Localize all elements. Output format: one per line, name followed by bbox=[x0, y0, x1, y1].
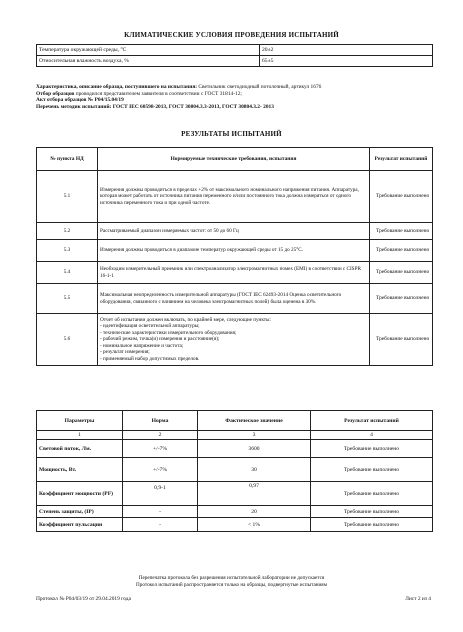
col-header-num: № пункта НД bbox=[37, 148, 98, 171]
footer-note-scope: Протокол испытаний распространяется только на образцы, подвергнутые испытаниям bbox=[136, 581, 327, 588]
requirement-result: Требование выполнено bbox=[370, 223, 433, 240]
col-header-result: Результат испытаний bbox=[370, 148, 433, 171]
requirement-num: 5.3 bbox=[37, 240, 98, 262]
requirement-text bbox=[98, 314, 370, 366]
requirement-line: - применяемый набор допустимых пределов. bbox=[100, 355, 200, 362]
characteristic-value: Светильник светодиодный потолочный, артикул 1676 bbox=[197, 84, 322, 90]
requirement-num: 5.4 bbox=[37, 262, 98, 284]
col-header-norm: Норма bbox=[123, 411, 198, 431]
climate-value: 20±2 bbox=[260, 45, 433, 56]
sampling-label: Отбор образцов bbox=[36, 90, 75, 97]
act-label: Акт отбора образцов № Р04/15.04/19 bbox=[36, 97, 124, 104]
parameter-name: Степень защиты, (IP) bbox=[37, 506, 123, 518]
requirements-table bbox=[36, 147, 433, 366]
parameter-name: Коэффициент пульсации bbox=[37, 518, 123, 532]
parameter-row bbox=[37, 482, 433, 506]
parameter-row bbox=[37, 440, 433, 458]
climate-row-humidity bbox=[37, 56, 433, 67]
column-index: 4 bbox=[311, 431, 433, 440]
requirement-num: 5.5 bbox=[37, 284, 98, 314]
climate-label: Относительная влажность воздуха, % bbox=[37, 56, 260, 67]
parameter-row bbox=[37, 458, 433, 482]
sample-info bbox=[36, 84, 432, 110]
requirement-line: - результат измерения; bbox=[100, 349, 150, 356]
parameter-norm: +/-7% bbox=[123, 458, 198, 482]
methods-line bbox=[36, 104, 432, 111]
col-header-parameter: Параметры bbox=[37, 411, 123, 431]
act-line bbox=[36, 97, 432, 104]
parameter-actual: 3600 bbox=[198, 440, 311, 458]
column-index: 2 bbox=[123, 431, 198, 440]
requirement-text: Необходим измерительный приемник или спектроанализатор электромагнитных помех (EMI) в соответствии с CISPR 16-1-1 bbox=[98, 262, 370, 284]
requirement-result: Требование выполнено bbox=[370, 240, 433, 262]
requirement-line: - рабочий режим, точка(и) измерения и расстояние(я); bbox=[100, 336, 220, 343]
characteristic-label: Характеристика, описание образца, поступившего на испытания: bbox=[36, 84, 198, 90]
protocol-number: Протокол № Р04/03/19 от 29.04.2019 года bbox=[36, 596, 131, 602]
requirement-text: Максимальная неопределенность измерительной аппаратуры (ГОСТ IEC 62493-2014 Оценка осветительного оборудования, связанного с влиянием на человека электромагнитных полей) была оценена в 30%. bbox=[98, 284, 370, 314]
climate-row-temperature bbox=[37, 45, 433, 56]
parameter-actual: 20 bbox=[198, 506, 311, 518]
requirement-line: - технические характеристики измерительного оборудования; bbox=[100, 329, 237, 336]
requirement-result: Требование выполнено bbox=[370, 171, 433, 223]
requirement-row bbox=[37, 240, 433, 262]
parameter-result: Требование выполнено bbox=[311, 482, 433, 506]
parameter-actual: 0,97 bbox=[198, 482, 311, 506]
requirement-row bbox=[37, 284, 433, 314]
parameter-result: Требование выполнено bbox=[311, 518, 433, 532]
requirements-header-row bbox=[37, 148, 433, 171]
sampling-value: проводился представителем заявителя в соответствии с ГОСТ 31814-12; bbox=[74, 90, 242, 97]
climate-title: КЛИМАТИЧЕСКИЕ УСЛОВИЯ ПРОВЕДЕНИЯ ИСПЫТАНИЙ bbox=[124, 31, 339, 39]
parameter-name: Световой поток, Лм. bbox=[37, 440, 123, 458]
characteristic-line bbox=[36, 84, 432, 91]
parameters-header-row bbox=[37, 411, 433, 431]
requirement-num: 5.6 bbox=[37, 314, 98, 366]
parameter-actual: < 1% bbox=[198, 518, 311, 532]
requirement-text: Рассматриваемый диапазон измеряемых частот: от 50 до 60 Гц bbox=[98, 223, 370, 240]
requirement-row bbox=[37, 262, 433, 284]
parameter-result: Требование выполнено bbox=[311, 458, 433, 482]
requirement-text: Измерения должны проводиться в пределах +2% от максимального номинального напряжения питания. Аппаратура, которая может работать от источника питания переменного и/или постоянного тока должна измеряться от одного источника переменного тока и при одной частоте. bbox=[98, 171, 370, 223]
parameter-result: Требование выполнено bbox=[311, 440, 433, 458]
parameter-norm: - bbox=[123, 518, 198, 532]
requirement-text: Измерения должны проводиться в диапазоне температур окружающей среды от 15 до 25°С. bbox=[98, 240, 370, 262]
parameter-actual: 30 bbox=[198, 458, 311, 482]
column-index: 3 bbox=[198, 431, 311, 440]
sheet-number: Лист 2 из 4 bbox=[405, 596, 431, 602]
footer-notes bbox=[0, 575, 463, 588]
climate-table bbox=[36, 44, 433, 67]
parameter-row bbox=[37, 506, 433, 518]
methods-label: Перечень методик испытаний: ГОСТ IEC 60598-2013, ГОСТ 30804.3.3-2013, ГОСТ 30804.3.2- 2013 bbox=[36, 103, 274, 110]
requirement-row bbox=[37, 223, 433, 240]
parameter-result: Требование выполнено bbox=[311, 506, 433, 518]
parameter-row bbox=[37, 518, 433, 532]
results-title: РЕЗУЛЬТАТЫ ИСПЫТАНИЙ bbox=[181, 130, 282, 138]
parameter-name: Мощность, Вт. bbox=[37, 458, 123, 482]
parameter-norm: - bbox=[123, 506, 198, 518]
requirement-line: - идентификация осветительной аппаратуры; bbox=[100, 323, 200, 330]
col-header-actual: Фактическое значение bbox=[198, 411, 311, 431]
parameter-name: Коэффициент мощности (PF) bbox=[37, 482, 123, 506]
col-header-requirement: Нормируемые технические требования, испытания bbox=[98, 148, 370, 171]
parameters-index-row bbox=[37, 431, 433, 440]
requirement-num: 5.1 bbox=[37, 171, 98, 223]
column-index: 1 bbox=[37, 431, 123, 440]
requirement-line: - номинальное напряжение и частота; bbox=[100, 342, 184, 349]
requirement-num: 5.2 bbox=[37, 223, 98, 240]
parameters-table bbox=[36, 410, 433, 532]
requirement-line: Отчет об испытании должен включать, по крайней мере, следующие пункты: bbox=[100, 317, 271, 324]
col-header-result: Результат испытаний bbox=[311, 411, 433, 431]
requirement-result: Требование выполнено bbox=[370, 314, 433, 366]
climate-label: Температура окружающей среды, °С bbox=[37, 45, 260, 56]
parameter-norm: 0,9-1 bbox=[123, 482, 198, 506]
requirement-result: Требование выполнено bbox=[370, 262, 433, 284]
requirement-row bbox=[37, 171, 433, 223]
footer-note-reprint: Перепечатка протокола без разрешения испытательной лаборатории не допускается bbox=[138, 575, 325, 581]
climate-value: 65±5 bbox=[260, 56, 433, 67]
requirement-row bbox=[37, 314, 433, 366]
parameter-norm: +/-7% bbox=[123, 440, 198, 458]
requirement-result: Требование выполнено bbox=[370, 284, 433, 314]
